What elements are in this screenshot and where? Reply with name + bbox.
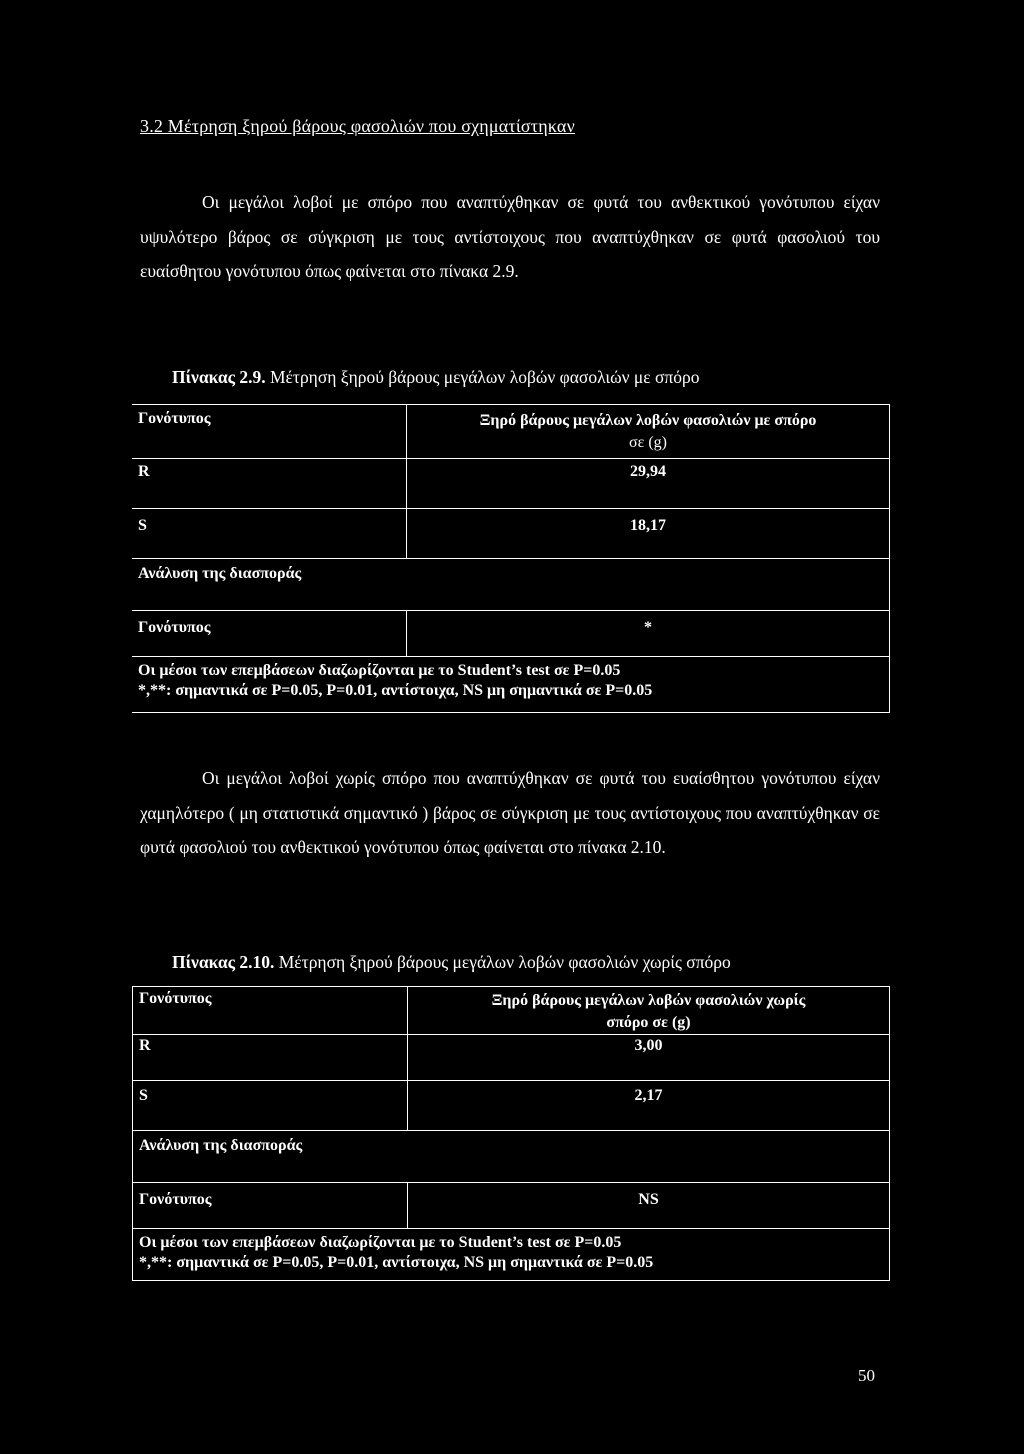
row-s-value: 18,17 — [407, 509, 890, 559]
table-row — [132, 611, 890, 657]
table-row — [132, 509, 890, 559]
table-row — [133, 1229, 890, 1281]
row-r-label: R — [132, 459, 407, 509]
page-number: 50 — [858, 1366, 875, 1385]
table-2-9-caption-label: Πίνακας 2.9. — [172, 367, 266, 387]
table-row — [133, 1131, 890, 1183]
note-line2: *,**: σημαντικά σε P=0.05, P=0.01, αντίστοιχα, NS μη σημαντικά σε P=0.05 — [138, 682, 653, 699]
table-2-10-caption-label: Πίνακας 2.10. — [172, 952, 275, 972]
table-row — [132, 405, 890, 459]
header-dry-weight-line2: σε (g) — [629, 434, 667, 451]
header-dry-weight — [408, 987, 890, 1035]
table-row — [133, 1183, 890, 1229]
anova-label: Ανάλυση της διασποράς — [133, 1131, 890, 1183]
header-dry-weight-line1: Ξηρό βάρους μεγάλων λοβών φασολιών με σπόρο — [479, 412, 817, 429]
anova-label: Ανάλυση της διασποράς — [132, 559, 890, 611]
row-r-label: R — [133, 1035, 408, 1081]
table-2-9-caption — [172, 367, 700, 388]
table-2-9-caption-text: Μέτρηση ξηρού βάρους μεγάλων λοβών φασολιών με σπόρο — [265, 367, 700, 387]
header-genotype: Γονότυπος — [133, 987, 408, 1035]
genotype-significance: * — [407, 611, 890, 657]
table-2-10-caption-text: Μέτρηση ξηρού βάρους μεγάλων λοβών φασολιών χωρίς σπόρο — [274, 952, 731, 972]
table-row — [132, 657, 890, 713]
header-dry-weight-line1: Ξηρό βάρους μεγάλων λοβών φασολιών χωρίς — [491, 992, 806, 1009]
table-2-9-note — [132, 657, 890, 713]
table-row — [133, 987, 890, 1035]
note-line1: Οι μέσοι των επεμβάσεων διαζωρίζονται με το Student’s test σε P=0.05 — [139, 1234, 622, 1251]
paragraph-susceptible-genotype: Οι μεγάλοι λοβοί χωρίς σπόρο που αναπτύχθηκαν σε φυτά του ευαίσθητου γονότυπου είχαν χαμηλότερο ( μη στατιστικά σημαντικό ) βάρος σε σύγκριση με τους αντίστοιχους που αναπτύχθηκαν σε φυτά φασολιού του ανθεκτικού γονότυπου όπως φαίνεται στο πίνακα 2.10. — [140, 768, 880, 857]
table-2-9 — [132, 404, 890, 713]
header-dry-weight-line2: σπόρο σε (g) — [606, 1014, 691, 1031]
paragraph-resistant-genotype: Οι μεγάλοι λοβοί με σπόρο που αναπτύχθηκαν σε φυτά του ανθεκτικού γονότυπου είχαν υψυλότερο βάρος σε σύγκριση με τους αντίστοιχους που αναπτύχθηκαν σε φυτά φασολιού του ευαίσθητου γονότυπου όπως φαίνεται στο πίνακα 2.9. — [140, 192, 880, 281]
table-row — [132, 559, 890, 611]
table-2-10 — [132, 986, 890, 1281]
header-dry-weight — [407, 405, 890, 459]
row-s-label: S — [133, 1081, 408, 1131]
genotype-label: Γονότυπος — [133, 1183, 408, 1229]
note-line1: Οι μέσοι των επεμβάσεων διαζωρίζονται με το Student’s test σε P=0.05 — [138, 662, 621, 679]
row-s-label: S — [132, 509, 407, 559]
genotype-significance: NS — [408, 1183, 890, 1229]
table-row — [133, 1081, 890, 1131]
header-genotype: Γονότυπος — [132, 405, 407, 459]
row-r-value: 29,94 — [407, 459, 890, 509]
genotype-label: Γονότυπος — [132, 611, 407, 657]
table-row — [133, 1035, 890, 1081]
note-line2: *,**: σημαντικά σε P=0.05, P=0.01, αντίστοιχα, NS μη σημαντικά σε P=0.05 — [139, 1254, 654, 1271]
table-2-10-caption — [172, 952, 731, 973]
row-r-value: 3,00 — [408, 1035, 890, 1081]
row-s-value: 2,17 — [408, 1081, 890, 1131]
table-2-10-note — [133, 1229, 890, 1281]
section-heading: 3.2 Μέτρηση ξηρού βάρους φασολιών που σχηματίστηκαν — [140, 116, 575, 136]
table-row — [132, 459, 890, 509]
